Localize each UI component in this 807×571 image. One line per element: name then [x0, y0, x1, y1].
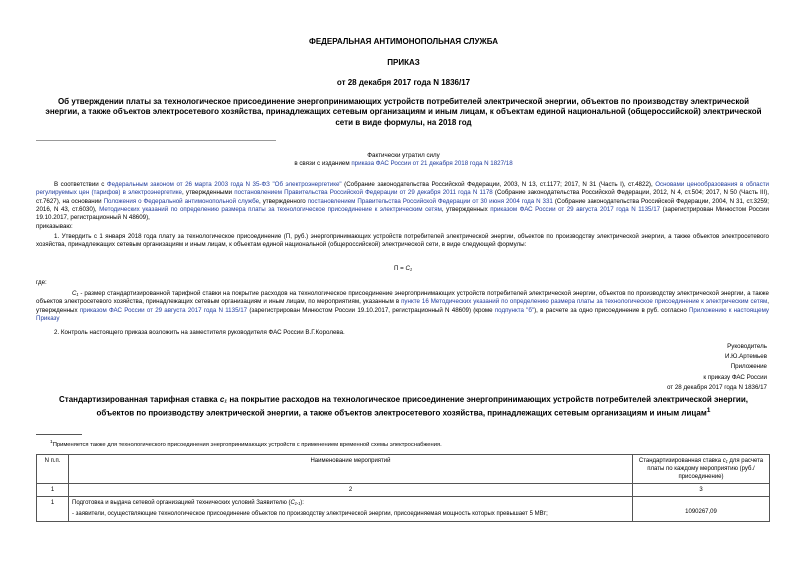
row-num: 1 [37, 497, 69, 521]
doc-type: ПРИКАЗ [387, 58, 420, 67]
definition-symbol: С₁ [72, 290, 79, 297]
link-federal-law[interactable]: Федеральным законом от 26 марта 2003 года N 35-ФЗ "Об электроэнергетике" [106, 181, 342, 188]
row-name: Подготовка и выдача сетевой организацией технических условий Заявителю (С₁.₁): - заявители, осуществляющие технологическое присоединение объектов по производству электрической энергии, присоединяемая мощность которых превышает 5 МВт; [69, 497, 633, 521]
link-pricing-basics[interactable]: Основами ценообразования в области регулируемых цен (тарифов) в электроэнергетике [36, 181, 770, 197]
preamble-order-word: приказываю: [36, 222, 73, 230]
row-value: 1090267,09 [633, 497, 770, 521]
col-index-1: 1 [37, 484, 69, 497]
row-symbol: С₁.₁ [290, 500, 301, 507]
definition: С₁ - размер стандартизированной тарифной ставки на покрытие расходов на технологическое присоединение энергопринимающих устройств потребителей электрической энергии, объектов по производству электрической энергии, а также объектов электросетевого хозяйства, принадлежащих сетевым организациям и иным лицам, по мероприятиям, указанным в пункте 16 Методических указаний по определению размера платы за технологическое присоединение к электрическим сетям, утвержденных приказом ФАС России от 29 августа 2017 года N 1135/17 (зарегистрирован Минюстом России 19.10.2017, регистрационный N 48609) (кроме подпункта "б"), в расчете за одно присоединение в руб. согласно Приложению к настоящему Приказу [36, 290, 770, 323]
appendix-label: Приложение [730, 363, 767, 370]
link-methodical-guidelines[interactable]: Методических указаний по определению размера платы за технологическое присоединение к электрическим сетям [99, 206, 442, 214]
footnote-ref: 1 [706, 406, 711, 414]
link-appendix[interactable]: Приложению к настоящему Приказу [36, 306, 770, 323]
item-1: 1. Утвердить с 1 января 2018 года плату за технологическое присоединение (П, руб.) энергопринимающих устройств потребителей электрической энергии, объектов по производству электрической энергии, а также объектов электросетевого хозяйства, принадлежащих сетевым организациям и иным лицам, к объектам единой национальной (общероссийской) электрической сети, в виде следующей формулы: [36, 233, 769, 249]
signer-position: Руководитель [727, 343, 767, 350]
lost-force-line1: Фактически утратил силу [367, 152, 440, 159]
appendix-to: к приказу ФАС России [703, 374, 767, 381]
doc-title: Об утверждении платы за технологическое присоединение энергопринимающих устройств потребителей электрической энергии, объектов по производству электрической энергии, а также объектов электросетевого хозяйства, принадлежащих сетевым организациям и иным лицам, к объектам единой национальной (общероссийской) электрической сети в виде формулы, на 2018 год [45, 97, 762, 127]
lost-force-link[interactable]: приказа ФАС России от 21 декабря 2018 года N 1827/18 [351, 160, 513, 168]
link-fas-regulation[interactable]: Положения о Федеральной антимонопольной службе [103, 197, 260, 205]
header-rate: Стандартизированная ставка с₁ для расчета платы по каждому мероприятию (руб./присоединение) [633, 455, 770, 484]
header-num: N п.п. [37, 455, 69, 484]
formula-symbol: С₁ [405, 265, 412, 272]
link-subclause-b[interactable]: подпункта "б" [494, 306, 535, 314]
header-name: Наименование мероприятий [69, 455, 633, 484]
lost-force-line2: в связи с изданием приказа ФАС России от 21 декабря 2018 года N 1827/18 [294, 160, 513, 168]
table-row [37, 497, 770, 521]
footnote: $^1$Применяется также для технологического присоединения энергопринимающих устройств с применением временной схемы электроснабжения. [50, 440, 442, 448]
where-label: где: [36, 279, 47, 286]
link-fas-order-1135-b[interactable]: приказом ФАС России от 29 августа 2017 года N 1135/17 [79, 306, 248, 314]
col-index-3: 3 [633, 484, 770, 497]
doc-date: от 28 декабря 2017 года N 1836/17 [336, 78, 471, 87]
table-header-row [37, 455, 770, 484]
signer-name: И.Ю.Артемьев [725, 353, 767, 360]
footnote-divider [36, 434, 82, 435]
link-gov-resolution-331[interactable]: постановлением Правительства Российской Федерации от 30 июня 2004 года N 331 [307, 197, 553, 205]
col-index-2: 2 [69, 484, 633, 497]
row-subitem: - заявители, осуществляющие технологическое присоединение объектов по производству электрической энергии, присоединяемая мощность которых превышает 5 МВт; [72, 511, 548, 518]
item-2: 2. Контроль настоящего приказа возложить на заместителя руководителя ФАС России В.Г.Королева. [54, 329, 345, 336]
preamble: В соответствии с Федеральным законом от 26 марта 2003 года N 35-ФЗ "Об электроэнергетике" (Собрание законодательства Российской Федерации, 2003, N 13, ст.1177; 2017, N 31 (Часть I), ст.4822), Основами ценообразования в области регулируемых цен (тарифов) в электроэнергетике, утвержденными постановлением Правительства Российской Федерации от 29 декабря 2011 года N 1178 (Собрание законодательства Российской Федерации, 2012, N 4, ст.504; 2017, N 50 (Часть III), ст.7627), на основании Положения о Федеральной антимонопольной службе, утвержденного постановлением Правительства Российской Федерации от 30 июня 2004 года N 331 (Собрание законодательства Российской Федерации, 2004, N 31, ст.3259; 2016, N 43, ст.6030), Методических указаний по определению размера платы за технологическое присоединение к электрическим сетям, утвержденных приказом ФАС России от 29 августа 2017 года N 1135/17 (зарегистрирован Минюстом России 19.10.2017, регистрационный N 48609), приказываю: [36, 181, 770, 230]
header-rate-symbol: с₁ [722, 458, 728, 464]
link-clause-16[interactable]: пункте 16 Методических указаний по определению размера платы за технологическое присоединение к электрическим сетям [401, 298, 768, 306]
divider [36, 140, 276, 141]
formula: П = С₁ [394, 265, 412, 272]
table-row [37, 484, 770, 497]
appendix-title: Стандартизированная тарифная ставка с₁ на покрытие расходов на технологическое присоединение энергопринимающих устройств потребителей электрической энергии, объектов по производству электрической энергии, а также объектов электросетевого хозяйства, принадлежащих сетевым организациям и иным лицам$^1$ [59, 395, 748, 418]
appendix-date: от 28 декабря 2017 года N 1836/17 [666, 384, 767, 391]
lost-force-notice [0, 152, 807, 169]
link-fas-order-1135[interactable]: приказом ФАС России от 29 августа 2017 года N 1135/17 [490, 206, 661, 214]
org-name: ФЕДЕРАЛЬНАЯ АНТИМОНОПОЛЬНАЯ СЛУЖБА [309, 37, 498, 46]
link-gov-resolution-1178[interactable]: постановлением Правительства Российской Федерации от 29 декабря 2011 года N 1178 [234, 189, 493, 197]
appendix-title-symbol: с₁ [219, 395, 228, 404]
rates-table [36, 454, 770, 522]
